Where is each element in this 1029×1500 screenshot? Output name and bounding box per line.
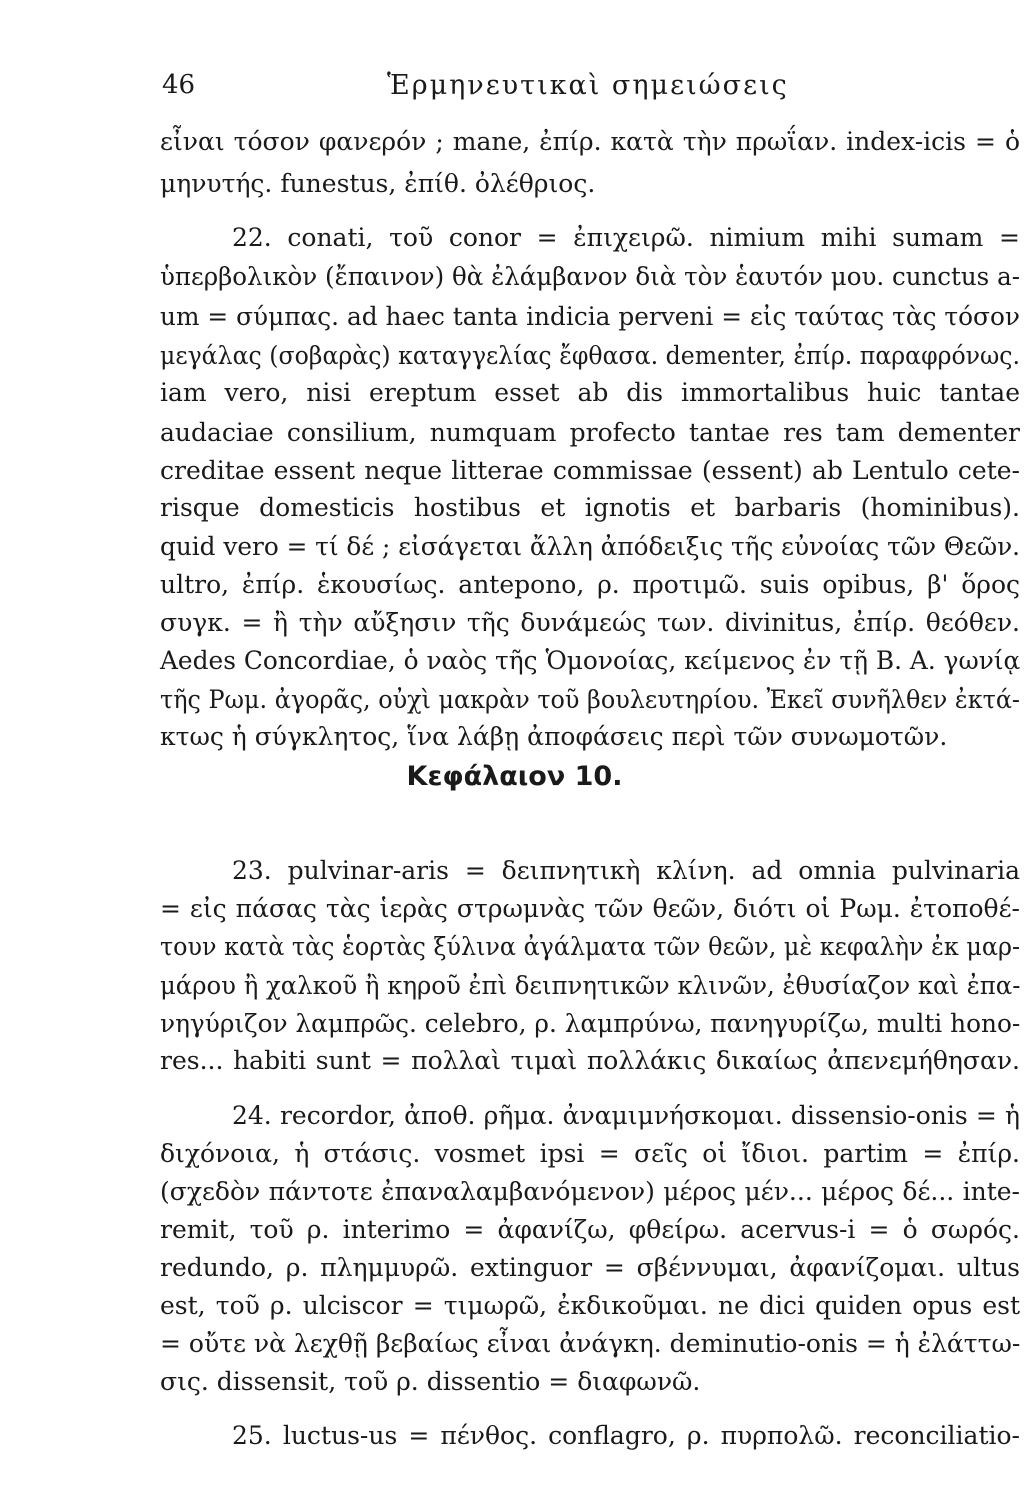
text-line: μηνυτής. funestus, ἐπίθ. ὀλέθριος. [160, 169, 596, 198]
text-line: 22. conati, τοῦ conor = ἐπιχειρῶ. nimium mihi sumam = [232, 223, 1020, 252]
text-line: remit, τοῦ ρ. interimo = ἀφανίζω, φθείρω. acervus-i = ὁ σωρός. [160, 1215, 1020, 1244]
page-number: 46 [162, 70, 196, 100]
text-line: τῆς Ρωμ. ἀγορᾶς, οὐχὶ μακρὰν τοῦ βουλευτηρίου. Ἐκεῖ συνῆλθεν ἐκτά- [160, 685, 1021, 714]
text-line: Aedes Concordiae, ὁ ναὸς τῆς Ὁμονοίας, κείμενος ἐν τῇ Β. Α. γωνίᾳ [160, 646, 1021, 675]
text-line: νηγύριζον λαμπρῶς. celebro, ρ. λαμπρύνω, πανηγυρίζω, multi hono- [160, 1009, 1021, 1038]
chapter-title: Κεφάλαιον 10. [406, 761, 623, 792]
text-line: συγκ. = ἢ τὴν αὔξησιν τῆς δυνάμεώς των. divinitus, ἐπίρ. θεόθεν. [160, 608, 1020, 637]
text-line: quid vero = τί δέ ; εἰσάγεται ἄλλη ἀπόδειξις τῆς εὐνοίας τῶν Θεῶν. [160, 532, 1021, 561]
text-line: redundo, ρ. πλημμυρῶ. extinguor = σβέννυμαι, ἀφανίζομαι. ultus [160, 1253, 1020, 1282]
text-line: μεγάλας (σοβαρὰς) καταγγελίας ἔφθασα. dementer, ἐπίρ. παραφρόνως. [160, 341, 1020, 370]
text-line: εἶναι τόσον φανερόν ; mane, ἐπίρ. κατὰ τὴν πρωΐαν. index-icis = ὁ [160, 127, 1020, 156]
text-line: iam vero, nisi ereptum esset ab dis immortalibus huic tantae [160, 378, 1020, 407]
text-line: κτως ἡ σύγκλητος, ἵνα λάβῃ ἀποφάσεις περὶ τῶν συνωμοτῶν. [160, 722, 948, 751]
text-line: = εἰς πάσας τὰς ἱερὰς στρωμνὰς τῶν θεῶν, διότι οἱ Ρωμ. ἐτοποθέ- [160, 894, 1020, 923]
text-line: um = σύμπας. ad haec tanta indicia perveni = εἰς ταύτας τὰς τόσον [160, 302, 1020, 331]
text-line: σις. dissensit, τοῦ ρ. dissentio = διαφωνῶ. [160, 1367, 701, 1396]
text-line: risque domesticis hostibus et ignotis et barbaris (hominibus). [160, 493, 1020, 522]
text-line: = οὔτε νὰ λεχθῇ βεβαίως εἶναι ἀνάγκη. deminutio-onis = ἡ ἐλάττω- [160, 1329, 1021, 1358]
text-line: (σχεδὸν πάντοτε ἐπαναλαμβανόμενον) μέρος μέν... μέρος δέ... inte- [160, 1177, 1020, 1206]
text-line: 25. luctus-us = πένθος. conflagro, ρ. πυρπολῶ. reconciliatio- [232, 1421, 1020, 1450]
text-line: est, τοῦ ρ. ulciscor = τιμωρῶ, ἐκδικοῦμαι. ne dici quiden opus est [160, 1291, 1020, 1320]
text-line: ultro, ἐπίρ. ἑκουσίως. antepono, ρ. προτιμῶ. suis opibus, β' ὅρος [160, 570, 1020, 599]
running-title: Ἑρμηνευτικαὶ σημειώσεις [387, 70, 789, 101]
text-line: τουν κατὰ τὰς ἑορτὰς ξύλινα ἀγάλματα τῶν θεῶν, μὲ κεφαλὴν ἐκ μαρ- [160, 932, 1021, 961]
text-line: audaciae consilium, numquam profecto tantae res tam dementer [160, 418, 1020, 447]
text-line: 23. pulvinar-aris = δειπνητικὴ κλίνη. ad omnia pulvinaria [232, 856, 1020, 885]
text-line: 24. recordor, ἀποθ. ρῆμα. ἀναμιμνήσκομαι. dissensio-onis = ἡ [232, 1101, 1020, 1130]
text-line: διχόνοια, ἡ στάσις. vosmet ipsi = σεῖς οἱ ἴδιοι. partim = ἐπίρ. [160, 1139, 1020, 1168]
text-line: res... habiti sunt = πολλαὶ τιμαὶ πολλάκις δικαίως ἀπενεμήθησαν. [160, 1046, 1020, 1075]
text-line: μάρου ἢ χαλκοῦ ἢ κηροῦ ἐπὶ δειπνητικῶν κλινῶν, ἐθυσίαζον καὶ ἐπα- [160, 971, 1021, 1000]
text-line: creditae essent neque litterae commissae (essent) ab Lentulo cete- [160, 456, 1020, 485]
text-line: ὑπερβολικὸν (ἔπαινον) θὰ ἐλάμβανον διὰ τὸν ἑαυτόν μου. cunctus a- [160, 262, 1020, 291]
